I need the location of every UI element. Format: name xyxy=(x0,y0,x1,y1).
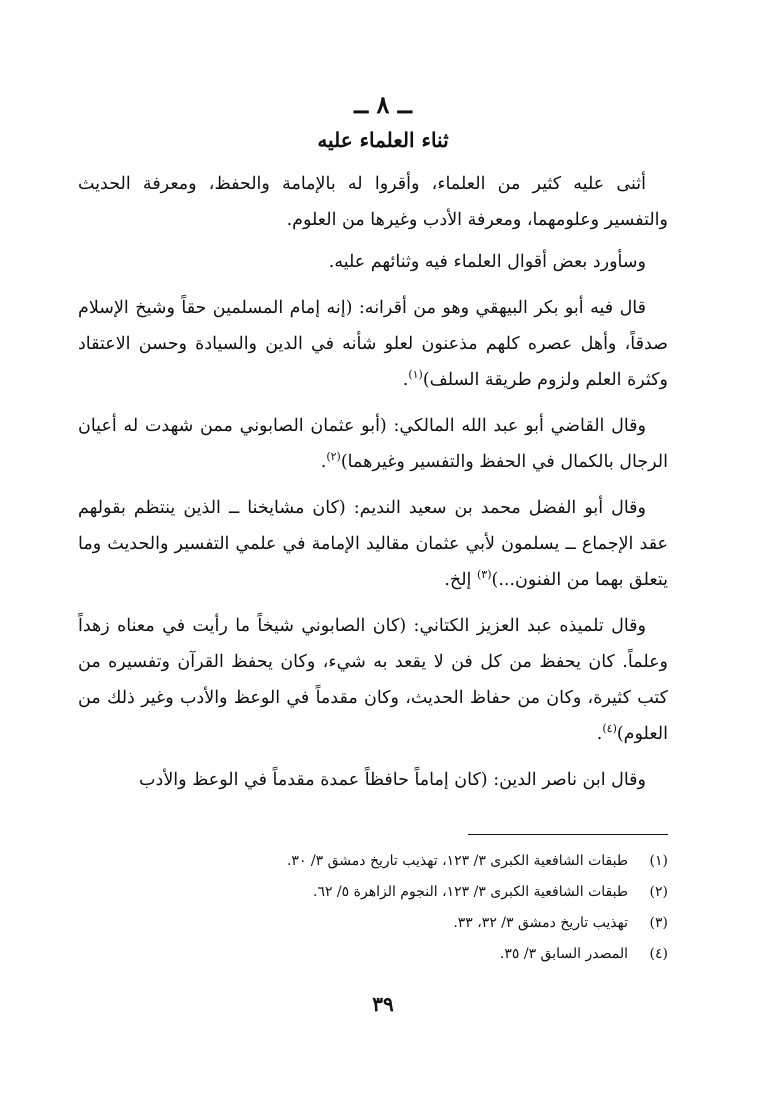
paragraph-text: وسأورد بعض أقوال العلماء فيه وثنائهم عليه. xyxy=(328,252,646,272)
paragraph-text: أثنى عليه كثير من العلماء، وأقروا له بالإمامة والحفظ، ومعرفة الحديث والتفسير وعلومهما، ومعرفة الأدب وغيرها من العلوم. xyxy=(78,174,668,230)
footnote-text: طبقات الشافعية الكبرى ٣/ ١٢٣، تهذيب تاريخ دمشق ٣/ ٣٠. xyxy=(286,853,628,869)
paragraph-text: وقال أبو الفضل محمد بن سعيد النديم: (كان مشايخنا ــ الذين ينتظم بقولهم عقد الإجماع ــ يسلمون لأبي عثمان مقاليد الإمامة في علمي التفسير والحديث وما يتعلق بهما من الفنون...) xyxy=(78,498,668,590)
footnote-item xyxy=(148,908,668,939)
paragraph xyxy=(78,166,668,238)
footnote-text: المصدر السابق ٣/ ٣٥. xyxy=(499,946,628,962)
footnote-item xyxy=(148,846,668,877)
paragraph-text: وقال تلميذه عبد العزيز الكتاني: (كان الصابوني شيخاً ما رأيت في معناه زهداً وعلماً. كان يحفظ من كل فن لا يقعد به شيء، وكان يحفظ القرآن وتفسيره من كتب كثيرة، وكان من حفاظ الحديث، وكان مقدماً في الوعظ والأدب وغير ذلك من العلوم) xyxy=(78,616,668,744)
paragraph-text: قال فيه أبو بكر البيهقي وهو من أقرانه: (إنه إمام المسلمين حقاً وشيخ الإسلام صدقاً، وأهل عصره كلهم مذعنون لعلو شأنه في الدين والسيادة وحسن الاعتقاد وكثرة العلم ولزوم طريقة السلف) xyxy=(78,298,668,390)
paragraph-tail: إلخ. xyxy=(444,570,477,590)
paragraph xyxy=(78,408,668,480)
paragraph xyxy=(78,608,668,752)
section-number: ــ ٨ ــ xyxy=(354,90,412,119)
paragraph-text: وقال ابن ناصر الدين: (كان إماماً حافظاً عمدة مقدماً في الوعظ والأدب xyxy=(139,770,646,790)
paragraph xyxy=(78,290,668,398)
footnote-reference: (١) xyxy=(408,368,423,382)
paragraph xyxy=(78,490,668,598)
footnote-number: (١) xyxy=(649,853,668,869)
footnote-reference: (٤) xyxy=(602,722,617,736)
paragraph-tail: . xyxy=(596,724,603,744)
footnotes xyxy=(148,846,668,970)
paragraph-text: وقال القاضي أبو عبد الله المالكي: (أبو عثمان الصابوني ممن شهدت له أعيان الرجال بالكمال في الحفظ والتفسير وغيرهما) xyxy=(78,416,668,472)
footnote-reference: (٣) xyxy=(476,568,492,582)
footnote-number: (٤) xyxy=(649,946,668,962)
page-heading: ثناء العلماء عليه xyxy=(317,128,449,152)
footnote-reference: (٢) xyxy=(326,450,341,464)
paragraph-tail: . xyxy=(402,370,409,390)
footnote-number: (٢) xyxy=(649,884,668,900)
paragraph-tail: . xyxy=(320,452,327,472)
body-text xyxy=(78,166,668,808)
footnote-text: طبقات الشافعية الكبرى ٣/ ١٢٣، النجوم الزاهرة ٥/ ٦٢. xyxy=(312,884,628,900)
footnote-number: (٣) xyxy=(649,915,668,931)
footnote-item xyxy=(148,939,668,970)
paragraph xyxy=(78,762,668,798)
footnote-item xyxy=(148,877,668,908)
footnote-text: تهذيب تاريخ دمشق ٣/ ٣٢، ٣٣. xyxy=(453,915,628,931)
page-number: ٣٩ xyxy=(372,992,394,1016)
footnote-divider xyxy=(468,834,668,835)
paragraph xyxy=(78,244,668,280)
